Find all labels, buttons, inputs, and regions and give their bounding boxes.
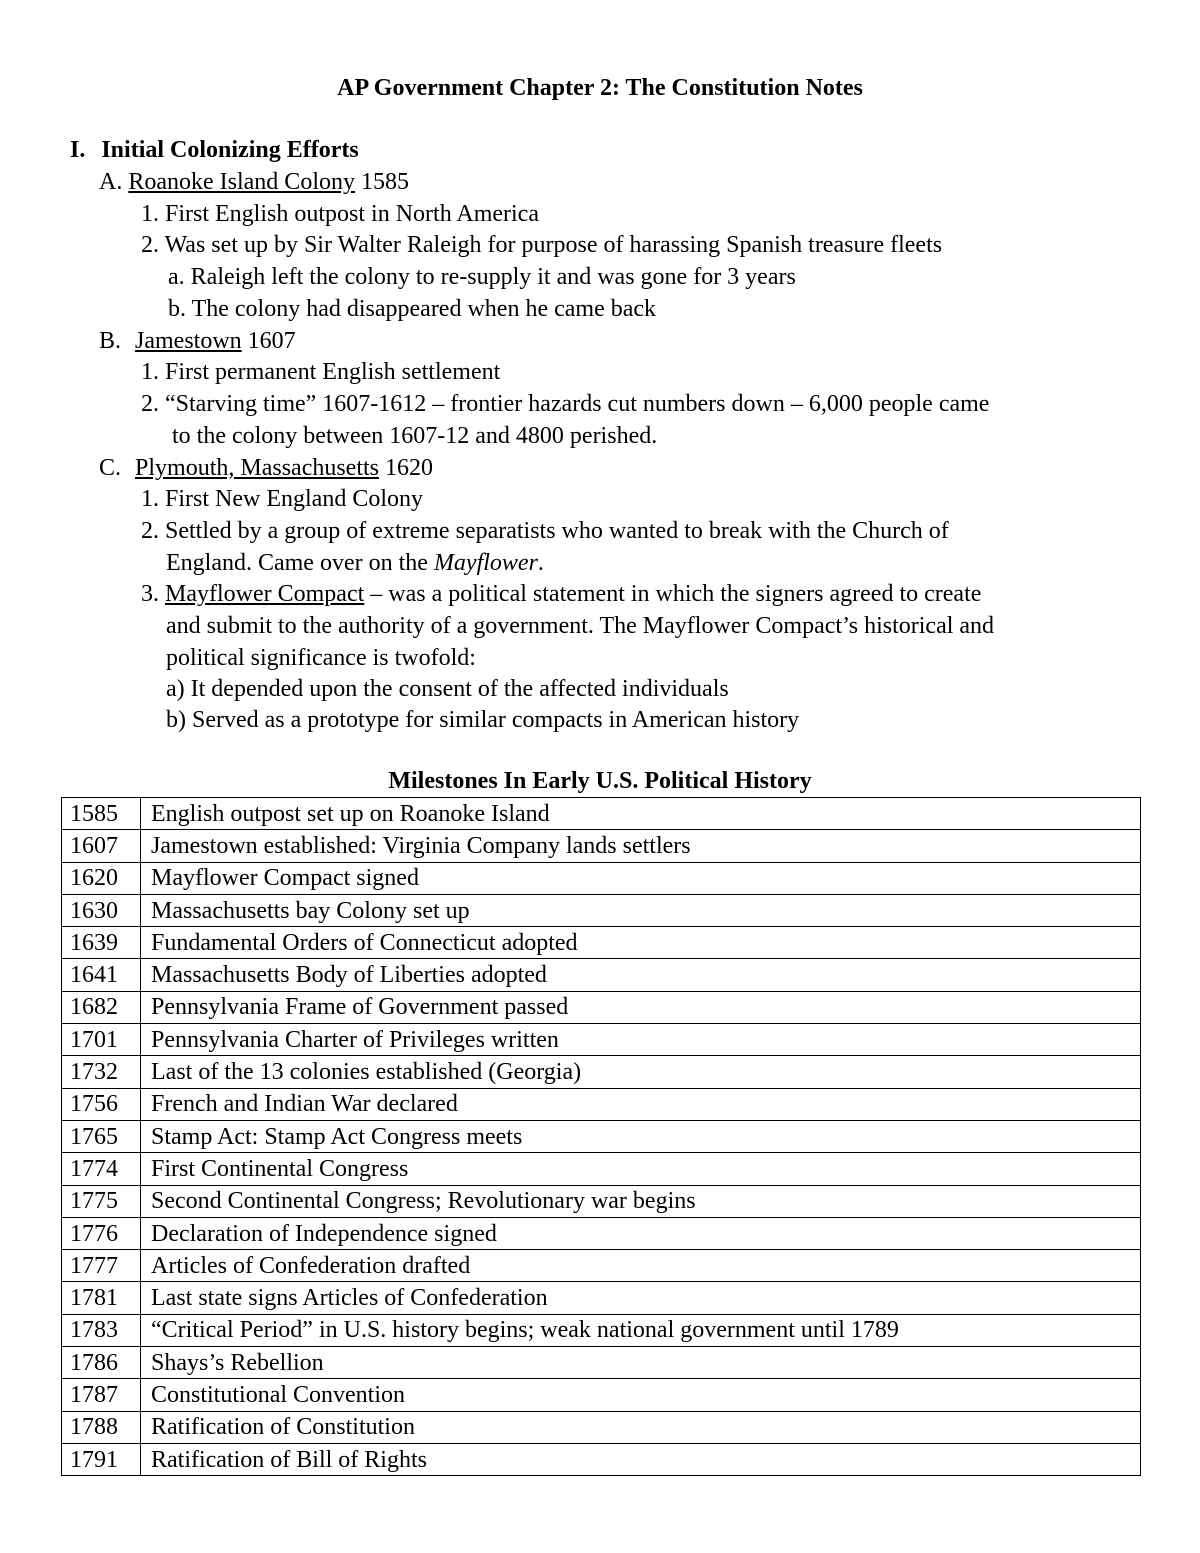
year-cell: 1775 (62, 1185, 141, 1217)
item-number: 3. (141, 581, 165, 607)
year-cell: 1607 (62, 830, 141, 862)
list-item-continuation: and submit to the authority of a government. The Mayflower Compact’s historical and (166, 613, 995, 639)
section-numeral: I. (70, 137, 86, 163)
table-row (62, 1314, 1141, 1346)
ship-name: Mayflower (433, 550, 538, 576)
list-item: 1. First permanent English settlement (141, 359, 501, 385)
page-title: AP Government Chapter 2: The Constitution Notes (337, 75, 863, 101)
event-cell: Massachusetts Body of Liberties adopted (141, 959, 1141, 991)
event-cell: First Continental Congress (141, 1153, 1141, 1185)
year-cell: 1776 (62, 1217, 141, 1249)
subsection-name: Roanoke Island Colony (128, 169, 355, 195)
table-row (62, 1347, 1141, 1379)
list-subitem: b. The colony had disappeared when he came back (168, 296, 657, 322)
table-row (62, 798, 1141, 830)
year-cell: 1765 (62, 1120, 141, 1152)
subsection-letter: C. (99, 455, 122, 481)
year-cell: 1791 (62, 1443, 141, 1475)
subsection-year: 1585 (360, 169, 409, 195)
subsection-a (99, 166, 409, 198)
year-cell: 1788 (62, 1411, 141, 1443)
table-row (62, 1024, 1141, 1056)
table-row (62, 1282, 1141, 1314)
event-cell: Ratification of Bill of Rights (141, 1443, 1141, 1475)
event-cell: Fundamental Orders of Connecticut adopted (141, 927, 1141, 959)
table-row (62, 1056, 1141, 1088)
event-cell: Shays’s Rebellion (141, 1347, 1141, 1379)
year-cell: 1786 (62, 1347, 141, 1379)
year-cell: 1639 (62, 927, 141, 959)
table-row (62, 1120, 1141, 1152)
event-cell: English outpost set up on Roanoke Island (141, 798, 1141, 830)
table-row (62, 959, 1141, 991)
year-cell: 1585 (62, 798, 141, 830)
subsection-b (99, 325, 296, 357)
table-title: Milestones In Early U.S. Political History (388, 768, 812, 794)
year-cell: 1701 (62, 1024, 141, 1056)
list-item: 2. Settled by a group of extreme separatists who wanted to break with the Church of (141, 518, 949, 544)
section-heading (70, 134, 359, 166)
list-subitem: b) Served as a prototype for similar compacts in American history (166, 707, 800, 733)
table-row (62, 1217, 1141, 1249)
subsection-name: Plymouth, Massachusetts (135, 455, 380, 481)
event-cell: Massachusetts bay Colony set up (141, 894, 1141, 926)
list-item-continuation: political significance is twofold: (166, 645, 476, 671)
list-item: 2. “Starving time” 1607-1612 – frontier hazards cut numbers down – 6,000 people came (141, 391, 990, 417)
list-item: 2. Was set up by Sir Walter Raleigh for purpose of harassing Spanish treasure fleets (141, 232, 943, 258)
year-cell: 1630 (62, 894, 141, 926)
event-cell: Pennsylvania Charter of Privileges written (141, 1024, 1141, 1056)
year-cell: 1787 (62, 1379, 141, 1411)
list-item: 1. First New England Colony (141, 486, 423, 512)
subsection-letter: B. (99, 328, 122, 354)
table-row (62, 1443, 1141, 1475)
table-row (62, 1185, 1141, 1217)
table-row (62, 894, 1141, 926)
milestones-table-body (62, 798, 1141, 1476)
list-item-continuation (166, 547, 544, 579)
event-cell: Articles of Confederation drafted (141, 1250, 1141, 1282)
table-row (62, 927, 1141, 959)
table-row (62, 1250, 1141, 1282)
subsection-year: 1607 (247, 328, 296, 354)
table-row (62, 1379, 1141, 1411)
text-run: – was a political statement in which the signers agreed to create (364, 581, 982, 607)
milestones-table (61, 797, 1141, 1476)
list-item (141, 578, 981, 610)
year-cell: 1756 (62, 1088, 141, 1120)
event-cell: “Critical Period” in U.S. history begins; weak national government until 1789 (141, 1314, 1141, 1346)
table-row (62, 830, 1141, 862)
year-cell: 1732 (62, 1056, 141, 1088)
event-cell: Second Continental Congress; Revolutionary war begins (141, 1185, 1141, 1217)
year-cell: 1641 (62, 959, 141, 991)
year-cell: 1682 (62, 991, 141, 1023)
event-cell: French and Indian War declared (141, 1088, 1141, 1120)
section-heading-text: Initial Colonizing Efforts (101, 137, 359, 163)
list-subitem: a) It depended upon the consent of the affected individuals (166, 676, 729, 702)
defined-term: Mayflower Compact (165, 581, 365, 607)
subsection-year: 1620 (385, 455, 434, 481)
event-cell: Declaration of Independence signed (141, 1217, 1141, 1249)
event-cell: Last of the 13 colonies established (Georgia) (141, 1056, 1141, 1088)
list-item-continuation: to the colony between 1607-12 and 4800 perished. (172, 423, 658, 449)
table-row (62, 1153, 1141, 1185)
subsection-letter: A. (99, 169, 123, 195)
list-item: 1. First English outpost in North America (141, 201, 539, 227)
event-cell: Last state signs Articles of Confederation (141, 1282, 1141, 1314)
event-cell: Ratification of Constitution (141, 1411, 1141, 1443)
table-row (62, 1411, 1141, 1443)
event-cell: Pennsylvania Frame of Government passed (141, 991, 1141, 1023)
year-cell: 1774 (62, 1153, 141, 1185)
event-cell: Jamestown established: Virginia Company lands settlers (141, 830, 1141, 862)
year-cell: 1783 (62, 1314, 141, 1346)
text-run: . (537, 550, 544, 576)
text-run: England. Came over on the (166, 550, 434, 576)
table-row (62, 991, 1141, 1023)
event-cell: Constitutional Convention (141, 1379, 1141, 1411)
year-cell: 1620 (62, 862, 141, 894)
table-row (62, 1088, 1141, 1120)
event-cell: Stamp Act: Stamp Act Congress meets (141, 1120, 1141, 1152)
event-cell: Mayflower Compact signed (141, 862, 1141, 894)
table-row (62, 862, 1141, 894)
list-subitem: a. Raleigh left the colony to re-supply it and was gone for 3 years (168, 264, 796, 290)
subsection-name: Jamestown (135, 328, 242, 354)
year-cell: 1781 (62, 1282, 141, 1314)
year-cell: 1777 (62, 1250, 141, 1282)
subsection-c (99, 452, 433, 484)
